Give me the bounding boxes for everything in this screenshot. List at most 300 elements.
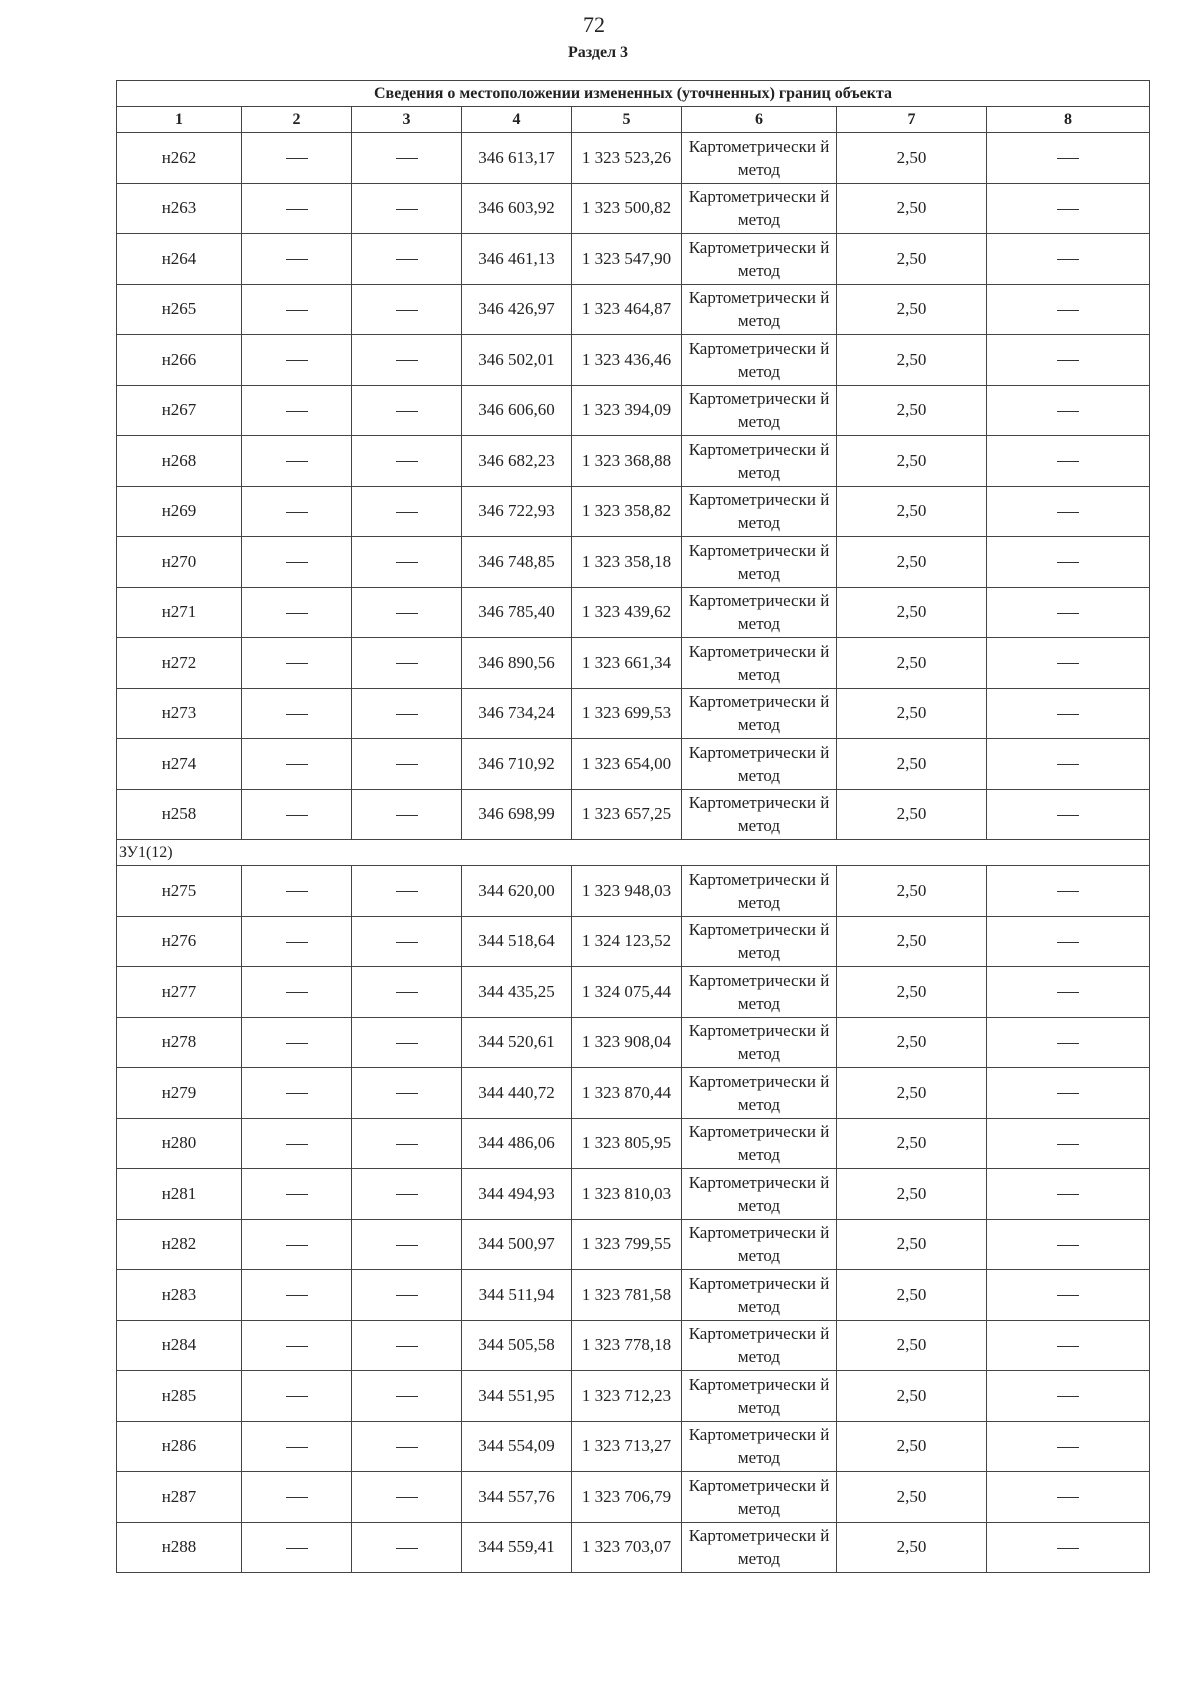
cell-col2 bbox=[242, 1219, 352, 1270]
dash-mark bbox=[1057, 1043, 1079, 1044]
dash-mark bbox=[286, 1093, 308, 1094]
coordinate-x: 346 603,92 bbox=[462, 183, 572, 234]
dash-mark bbox=[286, 942, 308, 943]
point-label: н288 bbox=[117, 1522, 242, 1573]
coordinate-y: 1 323 358,18 bbox=[572, 537, 682, 588]
dash-mark bbox=[286, 1346, 308, 1347]
accuracy-value: 2,50 bbox=[837, 486, 987, 537]
cell-col8 bbox=[987, 436, 1150, 487]
point-label: н269 bbox=[117, 486, 242, 537]
group-header-row bbox=[117, 840, 1150, 866]
table-row bbox=[117, 587, 1150, 638]
cell-col3 bbox=[352, 916, 462, 967]
coordinate-y: 1 323 699,53 bbox=[572, 688, 682, 739]
accuracy-value: 2,50 bbox=[837, 1068, 987, 1119]
table-body bbox=[117, 133, 1150, 1573]
coordinate-y: 1 323 657,25 bbox=[572, 789, 682, 840]
determination-method: Картометрически й метод bbox=[682, 436, 837, 487]
dash-mark bbox=[396, 158, 418, 159]
column-number: 2 bbox=[242, 107, 352, 133]
table-row bbox=[117, 1219, 1150, 1270]
coordinate-y: 1 323 654,00 bbox=[572, 739, 682, 790]
dash-mark bbox=[1057, 1346, 1079, 1347]
cell-col3 bbox=[352, 335, 462, 386]
coordinate-y: 1 323 810,03 bbox=[572, 1169, 682, 1220]
cell-col2 bbox=[242, 587, 352, 638]
cell-col3 bbox=[352, 1371, 462, 1422]
cell-col2 bbox=[242, 385, 352, 436]
dash-mark bbox=[396, 209, 418, 210]
table-row bbox=[117, 1118, 1150, 1169]
dash-mark bbox=[396, 1295, 418, 1296]
determination-method: Картометрически й метод bbox=[682, 916, 837, 967]
determination-method: Картометрически й метод bbox=[682, 1118, 837, 1169]
dash-mark bbox=[1057, 259, 1079, 260]
dash-mark bbox=[396, 714, 418, 715]
dash-mark bbox=[286, 663, 308, 664]
determination-method: Картометрически й метод bbox=[682, 284, 837, 335]
point-label: н274 bbox=[117, 739, 242, 790]
dash-mark bbox=[286, 1447, 308, 1448]
cell-col2 bbox=[242, 133, 352, 184]
accuracy-value: 2,50 bbox=[837, 866, 987, 917]
determination-method: Картометрически й метод bbox=[682, 1017, 837, 1068]
coordinate-x: 344 559,41 bbox=[462, 1522, 572, 1573]
coordinate-x: 344 486,06 bbox=[462, 1118, 572, 1169]
cell-col8 bbox=[987, 1371, 1150, 1422]
cell-col8 bbox=[987, 1169, 1150, 1220]
accuracy-value: 2,50 bbox=[837, 234, 987, 285]
coordinate-x: 346 785,40 bbox=[462, 587, 572, 638]
dash-mark bbox=[1057, 1396, 1079, 1397]
dash-mark bbox=[1057, 1497, 1079, 1498]
dash-mark bbox=[1057, 1447, 1079, 1448]
cell-col2 bbox=[242, 1320, 352, 1371]
dash-mark bbox=[1057, 1245, 1079, 1246]
coordinate-y: 1 323 436,46 bbox=[572, 335, 682, 386]
cell-col2 bbox=[242, 1371, 352, 1422]
cell-col2 bbox=[242, 436, 352, 487]
cell-col3 bbox=[352, 1472, 462, 1523]
coordinate-y: 1 323 712,23 bbox=[572, 1371, 682, 1422]
dash-mark bbox=[1057, 1093, 1079, 1094]
dash-mark bbox=[286, 1396, 308, 1397]
coordinate-y: 1 323 805,95 bbox=[572, 1118, 682, 1169]
cell-col2 bbox=[242, 789, 352, 840]
determination-method: Картометрически й метод bbox=[682, 183, 837, 234]
dash-mark bbox=[286, 158, 308, 159]
dash-mark bbox=[286, 992, 308, 993]
coordinate-y: 1 323 703,07 bbox=[572, 1522, 682, 1573]
cell-col2 bbox=[242, 866, 352, 917]
coordinate-x: 344 494,93 bbox=[462, 1169, 572, 1220]
coordinate-x: 344 518,64 bbox=[462, 916, 572, 967]
coordinate-y: 1 323 661,34 bbox=[572, 638, 682, 689]
table-row bbox=[117, 486, 1150, 537]
cell-col3 bbox=[352, 967, 462, 1018]
point-label: н262 bbox=[117, 133, 242, 184]
determination-method: Картометрически й метод bbox=[682, 1320, 837, 1371]
dash-mark bbox=[396, 1396, 418, 1397]
determination-method: Картометрически й метод bbox=[682, 486, 837, 537]
cell-col2 bbox=[242, 335, 352, 386]
cell-col2 bbox=[242, 1017, 352, 1068]
table-row bbox=[117, 385, 1150, 436]
determination-method: Картометрически й метод bbox=[682, 1270, 837, 1321]
dash-mark bbox=[396, 1548, 418, 1549]
accuracy-value: 2,50 bbox=[837, 284, 987, 335]
dash-mark bbox=[286, 310, 308, 311]
dash-mark bbox=[286, 1194, 308, 1195]
cell-col8 bbox=[987, 1421, 1150, 1472]
cell-col3 bbox=[352, 284, 462, 335]
dash-mark bbox=[286, 1497, 308, 1498]
point-label: н275 bbox=[117, 866, 242, 917]
coordinate-y: 1 323 523,26 bbox=[572, 133, 682, 184]
column-number: 6 bbox=[682, 107, 837, 133]
dash-mark bbox=[1057, 512, 1079, 513]
dash-mark bbox=[396, 259, 418, 260]
accuracy-value: 2,50 bbox=[837, 587, 987, 638]
dash-mark bbox=[1057, 1144, 1079, 1145]
cell-col3 bbox=[352, 1522, 462, 1573]
cell-col8 bbox=[987, 1472, 1150, 1523]
coordinate-x: 344 500,97 bbox=[462, 1219, 572, 1270]
cell-col3 bbox=[352, 1017, 462, 1068]
cell-col2 bbox=[242, 1169, 352, 1220]
table-row bbox=[117, 133, 1150, 184]
dash-mark bbox=[286, 209, 308, 210]
cell-col2 bbox=[242, 967, 352, 1018]
coordinate-x: 344 440,72 bbox=[462, 1068, 572, 1119]
point-label: н268 bbox=[117, 436, 242, 487]
coordinate-x: 344 557,76 bbox=[462, 1472, 572, 1523]
table-row bbox=[117, 1320, 1150, 1371]
cell-col8 bbox=[987, 537, 1150, 588]
coordinate-y: 1 323 706,79 bbox=[572, 1472, 682, 1523]
point-label: н279 bbox=[117, 1068, 242, 1119]
table-row bbox=[117, 284, 1150, 335]
dash-mark bbox=[396, 1144, 418, 1145]
cell-col8 bbox=[987, 587, 1150, 638]
coordinate-x: 346 890,56 bbox=[462, 638, 572, 689]
group-label: ЗУ1(12) bbox=[117, 840, 1150, 866]
coordinate-y: 1 323 781,58 bbox=[572, 1270, 682, 1321]
table-caption: Сведения о местоположении измененных (уточненных) границ объекта bbox=[117, 81, 1150, 107]
point-label: н272 bbox=[117, 638, 242, 689]
cell-col8 bbox=[987, 1219, 1150, 1270]
accuracy-value: 2,50 bbox=[837, 638, 987, 689]
point-label: н267 bbox=[117, 385, 242, 436]
cell-col8 bbox=[987, 789, 1150, 840]
column-number: 7 bbox=[837, 107, 987, 133]
dash-mark bbox=[396, 992, 418, 993]
dash-mark bbox=[286, 512, 308, 513]
accuracy-value: 2,50 bbox=[837, 1522, 987, 1573]
determination-method: Картометрически й метод bbox=[682, 638, 837, 689]
dash-mark bbox=[1057, 992, 1079, 993]
dash-mark bbox=[286, 1144, 308, 1145]
column-number: 3 bbox=[352, 107, 462, 133]
table-row bbox=[117, 1421, 1150, 1472]
cell-col2 bbox=[242, 1472, 352, 1523]
dash-mark bbox=[396, 815, 418, 816]
cell-col3 bbox=[352, 183, 462, 234]
dash-mark bbox=[286, 815, 308, 816]
cell-col8 bbox=[987, 486, 1150, 537]
dash-mark bbox=[1057, 1548, 1079, 1549]
coordinate-y: 1 323 870,44 bbox=[572, 1068, 682, 1119]
determination-method: Картометрически й метод bbox=[682, 1472, 837, 1523]
dash-mark bbox=[396, 1245, 418, 1246]
coordinate-x: 344 505,58 bbox=[462, 1320, 572, 1371]
cell-col8 bbox=[987, 1522, 1150, 1573]
dash-mark bbox=[1057, 411, 1079, 412]
cell-col3 bbox=[352, 234, 462, 285]
dash-mark bbox=[396, 764, 418, 765]
dash-mark bbox=[286, 613, 308, 614]
point-label: н277 bbox=[117, 967, 242, 1018]
dash-mark bbox=[1057, 158, 1079, 159]
determination-method: Картометрически й метод bbox=[682, 1068, 837, 1119]
dash-mark bbox=[1057, 1194, 1079, 1195]
table-row bbox=[117, 436, 1150, 487]
dash-mark bbox=[286, 1245, 308, 1246]
cell-col8 bbox=[987, 183, 1150, 234]
table-row bbox=[117, 1522, 1150, 1573]
cell-col3 bbox=[352, 1320, 462, 1371]
dash-mark bbox=[396, 562, 418, 563]
coordinate-x: 344 511,94 bbox=[462, 1270, 572, 1321]
cell-col2 bbox=[242, 1068, 352, 1119]
dash-mark bbox=[396, 411, 418, 412]
cell-col3 bbox=[352, 866, 462, 917]
coordinate-y: 1 323 778,18 bbox=[572, 1320, 682, 1371]
cell-col3 bbox=[352, 1421, 462, 1472]
accuracy-value: 2,50 bbox=[837, 1472, 987, 1523]
dash-mark bbox=[1057, 1295, 1079, 1296]
page-number: 72 bbox=[583, 12, 605, 37]
point-label: н283 bbox=[117, 1270, 242, 1321]
table-row bbox=[117, 234, 1150, 285]
coordinate-x: 344 435,25 bbox=[462, 967, 572, 1018]
dash-mark bbox=[286, 360, 308, 361]
cell-col8 bbox=[987, 335, 1150, 386]
accuracy-value: 2,50 bbox=[837, 1219, 987, 1270]
cell-col3 bbox=[352, 436, 462, 487]
point-label: н273 bbox=[117, 688, 242, 739]
section-title: Раздел 3 bbox=[567, 44, 629, 61]
cell-col3 bbox=[352, 587, 462, 638]
dash-mark bbox=[396, 310, 418, 311]
cell-col2 bbox=[242, 234, 352, 285]
coordinate-x: 346 722,93 bbox=[462, 486, 572, 537]
accuracy-value: 2,50 bbox=[837, 1270, 987, 1321]
coordinate-y: 1 323 948,03 bbox=[572, 866, 682, 917]
coordinate-x: 344 620,00 bbox=[462, 866, 572, 917]
cell-col8 bbox=[987, 967, 1150, 1018]
point-label: н286 bbox=[117, 1421, 242, 1472]
cell-col8 bbox=[987, 1017, 1150, 1068]
dash-mark bbox=[286, 891, 308, 892]
dash-mark bbox=[396, 360, 418, 361]
column-number: 4 bbox=[462, 107, 572, 133]
coordinate-y: 1 323 439,62 bbox=[572, 587, 682, 638]
cell-col2 bbox=[242, 537, 352, 588]
coordinate-x: 346 748,85 bbox=[462, 537, 572, 588]
point-label: н276 bbox=[117, 916, 242, 967]
dash-mark bbox=[1057, 310, 1079, 311]
table-row bbox=[117, 1068, 1150, 1119]
dash-mark bbox=[286, 461, 308, 462]
table-row bbox=[117, 183, 1150, 234]
cell-col8 bbox=[987, 1118, 1150, 1169]
dash-mark bbox=[1057, 815, 1079, 816]
cell-col2 bbox=[242, 486, 352, 537]
coordinate-x: 344 551,95 bbox=[462, 1371, 572, 1422]
coordinate-y: 1 323 464,87 bbox=[572, 284, 682, 335]
cell-col2 bbox=[242, 1118, 352, 1169]
table-row bbox=[117, 688, 1150, 739]
cell-col3 bbox=[352, 486, 462, 537]
dash-mark bbox=[396, 663, 418, 664]
cell-col3 bbox=[352, 133, 462, 184]
accuracy-value: 2,50 bbox=[837, 967, 987, 1018]
table-row bbox=[117, 638, 1150, 689]
table-row bbox=[117, 866, 1150, 917]
cell-col3 bbox=[352, 537, 462, 588]
cell-col3 bbox=[352, 1219, 462, 1270]
point-label: н258 bbox=[117, 789, 242, 840]
determination-method: Картометрически й метод bbox=[682, 1169, 837, 1220]
accuracy-value: 2,50 bbox=[837, 436, 987, 487]
table-row bbox=[117, 967, 1150, 1018]
cell-col8 bbox=[987, 1270, 1150, 1321]
accuracy-value: 2,50 bbox=[837, 335, 987, 386]
accuracy-value: 2,50 bbox=[837, 1371, 987, 1422]
table-row bbox=[117, 537, 1150, 588]
dash-mark bbox=[1057, 663, 1079, 664]
dash-mark bbox=[286, 1043, 308, 1044]
cell-col8 bbox=[987, 133, 1150, 184]
determination-method: Картометрически й метод bbox=[682, 789, 837, 840]
dash-mark bbox=[286, 259, 308, 260]
determination-method: Картометрически й метод bbox=[682, 967, 837, 1018]
cell-col8 bbox=[987, 638, 1150, 689]
coordinate-y: 1 323 713,27 bbox=[572, 1421, 682, 1472]
cell-col2 bbox=[242, 688, 352, 739]
dash-mark bbox=[396, 1194, 418, 1195]
table-row bbox=[117, 1270, 1150, 1321]
table-row bbox=[117, 1017, 1150, 1068]
determination-method: Картометрически й метод bbox=[682, 587, 837, 638]
cell-col3 bbox=[352, 1169, 462, 1220]
cell-col2 bbox=[242, 1421, 352, 1472]
cell-col8 bbox=[987, 739, 1150, 790]
determination-method: Картометрически й метод bbox=[682, 1371, 837, 1422]
coordinate-y: 1 323 394,09 bbox=[572, 385, 682, 436]
cell-col3 bbox=[352, 638, 462, 689]
dash-mark bbox=[286, 562, 308, 563]
cell-col2 bbox=[242, 183, 352, 234]
coordinate-x: 346 426,97 bbox=[462, 284, 572, 335]
coordinate-y: 1 323 547,90 bbox=[572, 234, 682, 285]
point-label: н264 bbox=[117, 234, 242, 285]
point-label: н287 bbox=[117, 1472, 242, 1523]
determination-method: Картометрически й метод bbox=[682, 739, 837, 790]
determination-method: Картометрически й метод bbox=[682, 688, 837, 739]
column-number: 8 bbox=[987, 107, 1150, 133]
cell-col2 bbox=[242, 1270, 352, 1321]
cell-col2 bbox=[242, 916, 352, 967]
cell-col8 bbox=[987, 234, 1150, 285]
accuracy-value: 2,50 bbox=[837, 385, 987, 436]
table-row bbox=[117, 335, 1150, 386]
determination-method: Картометрически й метод bbox=[682, 234, 837, 285]
table-row bbox=[117, 1169, 1150, 1220]
point-label: н263 bbox=[117, 183, 242, 234]
determination-method: Картометрически й метод bbox=[682, 335, 837, 386]
dash-mark bbox=[396, 613, 418, 614]
cell-col3 bbox=[352, 1270, 462, 1321]
determination-method: Картометрически й метод bbox=[682, 537, 837, 588]
coordinate-x: 344 520,61 bbox=[462, 1017, 572, 1068]
coordinate-y: 1 323 908,04 bbox=[572, 1017, 682, 1068]
dash-mark bbox=[1057, 209, 1079, 210]
determination-method: Картометрически й метод bbox=[682, 133, 837, 184]
point-label: н284 bbox=[117, 1320, 242, 1371]
dash-mark bbox=[286, 1548, 308, 1549]
cell-col3 bbox=[352, 739, 462, 790]
cell-col8 bbox=[987, 688, 1150, 739]
column-number: 1 bbox=[117, 107, 242, 133]
dash-mark bbox=[286, 1295, 308, 1296]
dash-mark bbox=[1057, 461, 1079, 462]
cell-col3 bbox=[352, 1118, 462, 1169]
cell-col2 bbox=[242, 638, 352, 689]
dash-mark bbox=[1057, 764, 1079, 765]
dash-mark bbox=[1057, 714, 1079, 715]
table-row bbox=[117, 916, 1150, 967]
coordinate-x: 346 613,17 bbox=[462, 133, 572, 184]
accuracy-value: 2,50 bbox=[837, 739, 987, 790]
cell-col2 bbox=[242, 1522, 352, 1573]
point-label: н265 bbox=[117, 284, 242, 335]
dash-mark bbox=[396, 1447, 418, 1448]
point-label: н281 bbox=[117, 1169, 242, 1220]
cell-col2 bbox=[242, 739, 352, 790]
boundary-coordinates-table bbox=[116, 80, 1150, 1573]
dash-mark bbox=[396, 1093, 418, 1094]
coordinate-x: 346 682,23 bbox=[462, 436, 572, 487]
cell-col3 bbox=[352, 385, 462, 436]
dash-mark bbox=[1057, 613, 1079, 614]
cell-col8 bbox=[987, 1068, 1150, 1119]
accuracy-value: 2,50 bbox=[837, 1118, 987, 1169]
dash-mark bbox=[396, 1043, 418, 1044]
coordinate-x: 346 734,24 bbox=[462, 688, 572, 739]
table-row bbox=[117, 739, 1150, 790]
coordinate-y: 1 323 368,88 bbox=[572, 436, 682, 487]
cell-col8 bbox=[987, 866, 1150, 917]
dash-mark bbox=[396, 461, 418, 462]
point-label: н278 bbox=[117, 1017, 242, 1068]
coordinate-y: 1 323 500,82 bbox=[572, 183, 682, 234]
dash-mark bbox=[1057, 942, 1079, 943]
dash-mark bbox=[1057, 360, 1079, 361]
table-row bbox=[117, 1371, 1150, 1422]
dash-mark bbox=[396, 942, 418, 943]
